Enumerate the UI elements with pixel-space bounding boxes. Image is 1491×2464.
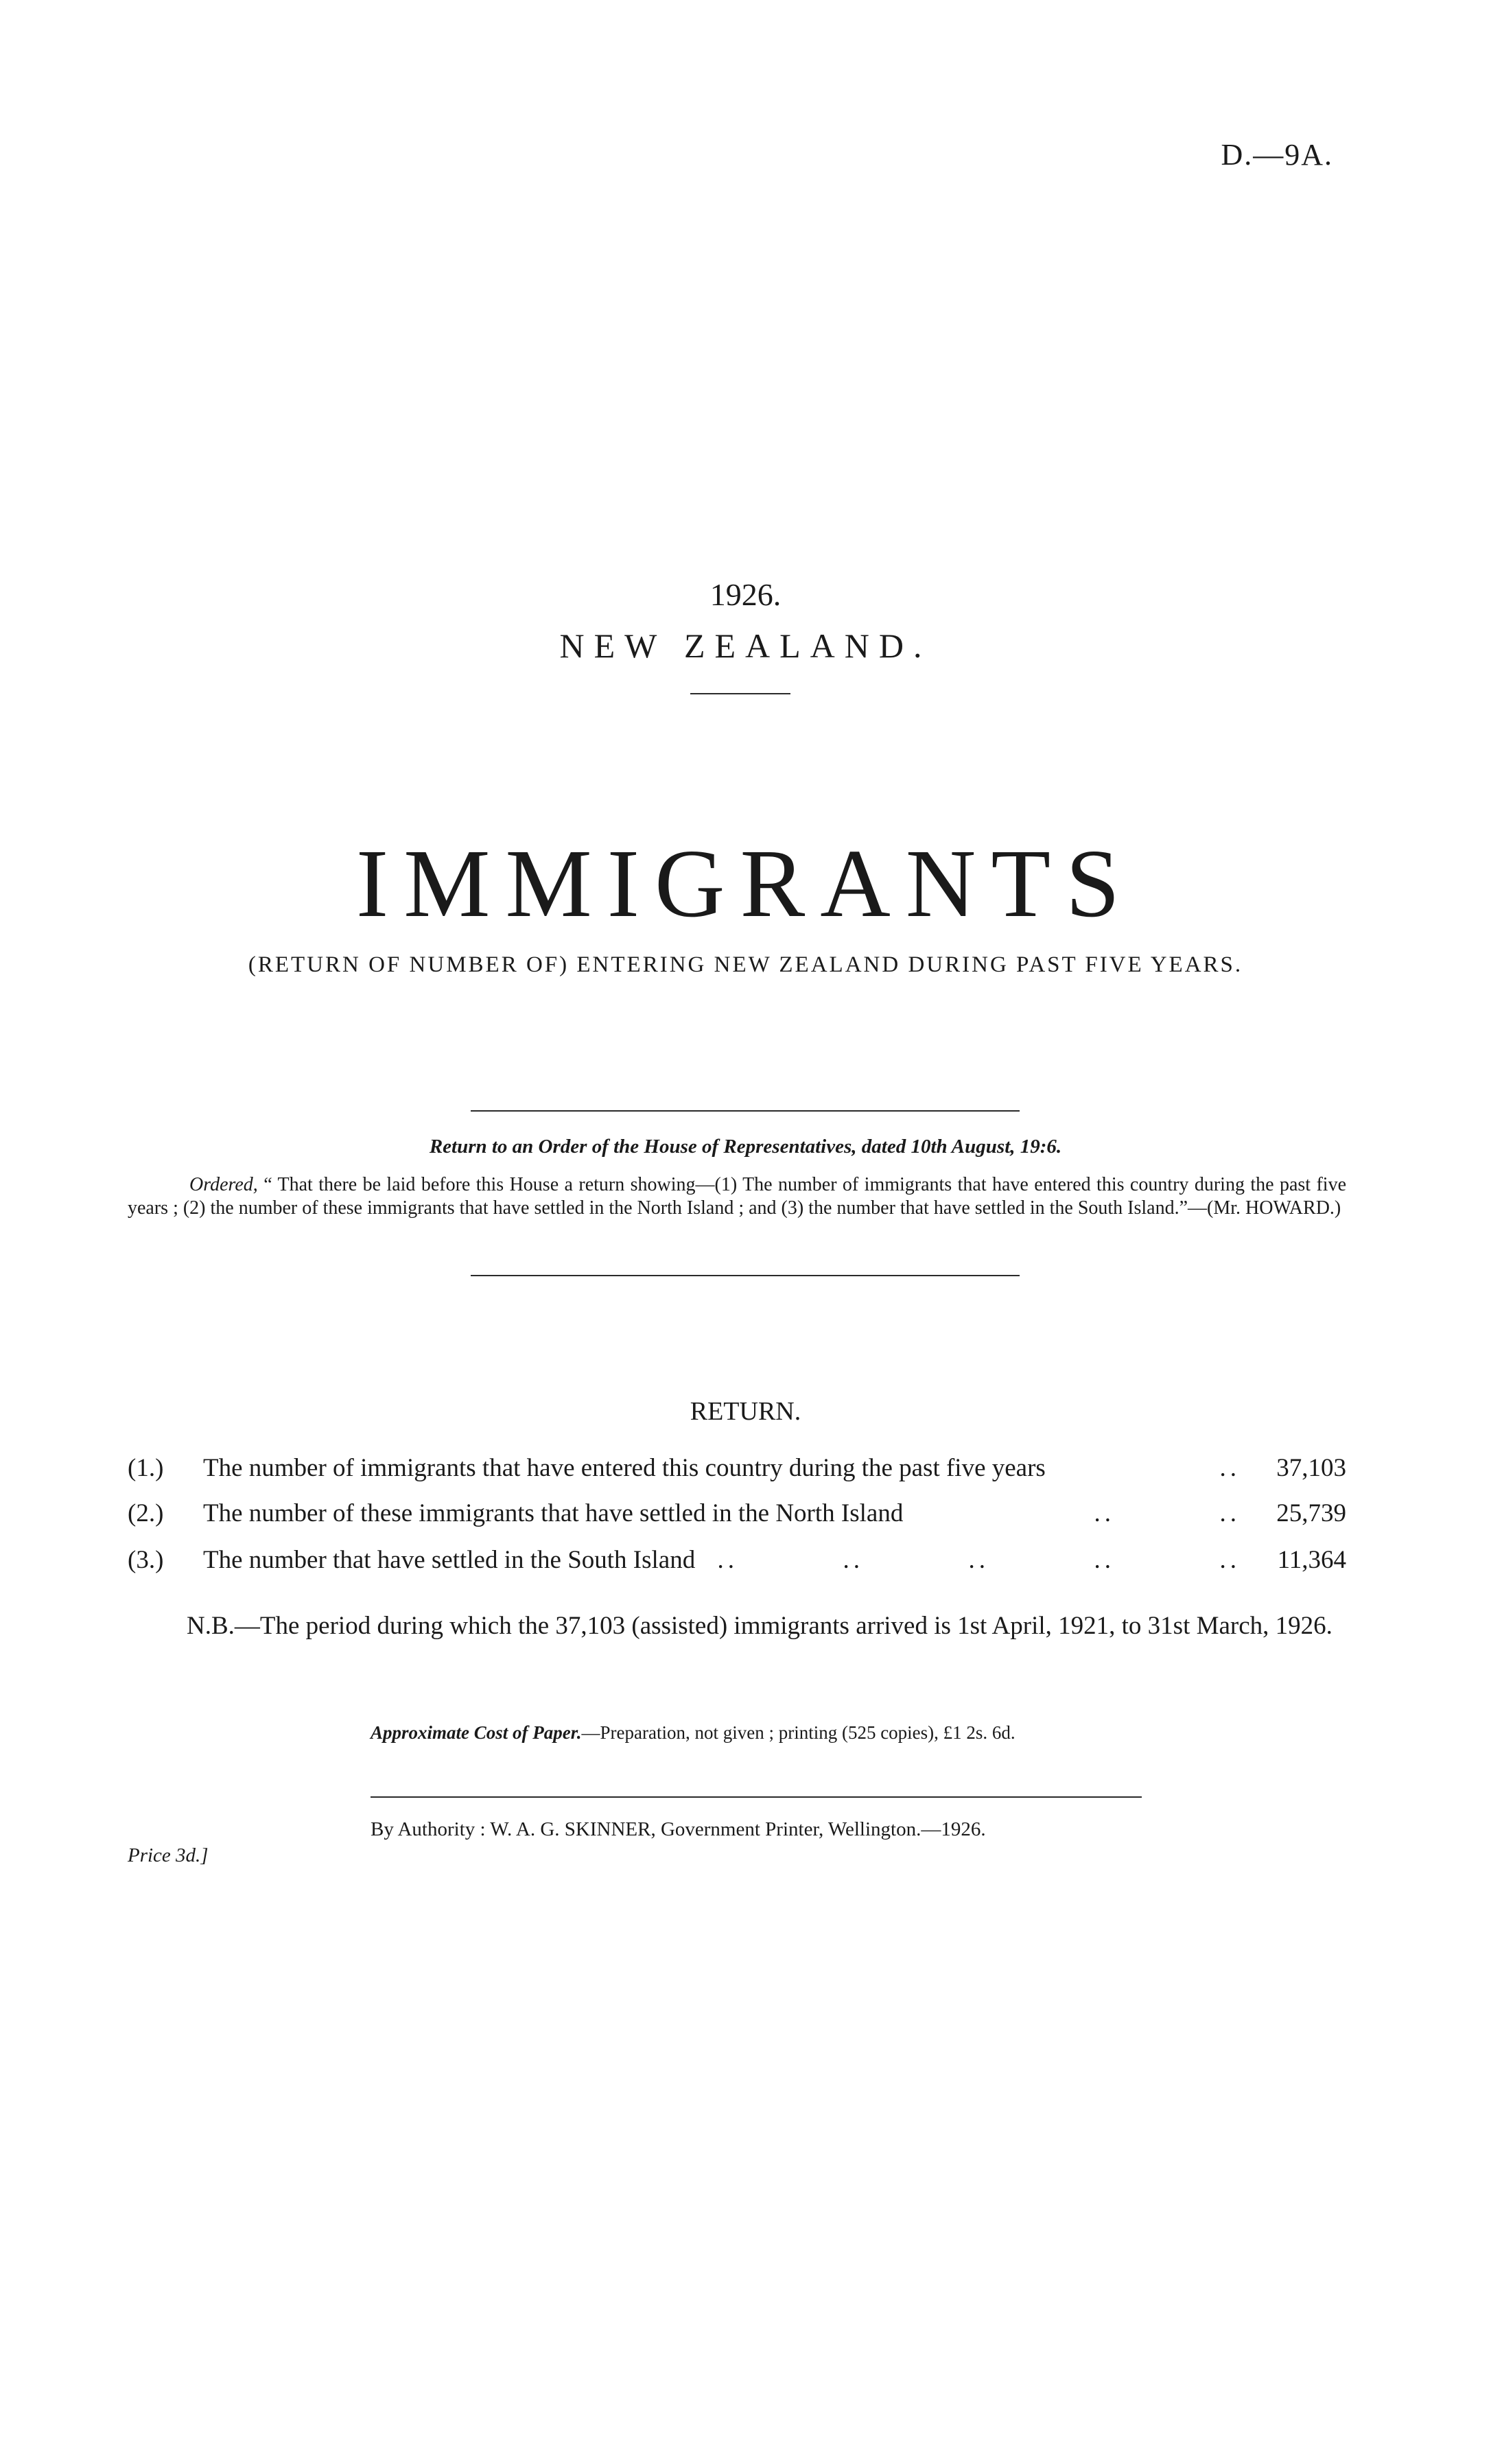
row-leader: .. (1219, 1454, 1241, 1482)
cost-text: —Preparation, not given ; printing (525 copies), £1 2s. 6d. (581, 1722, 1015, 1743)
row-text: The number of these immigrants that have settled in the North Island (203, 1499, 904, 1527)
publication-year: 1926. (709, 577, 782, 612)
row-number: (2.) (128, 1499, 164, 1527)
order-text (128, 1173, 1346, 1220)
document-reference: D.—9A. (1221, 138, 1333, 172)
divider (690, 693, 790, 694)
paper-cost (371, 1722, 1015, 1744)
row-leader: .. .. .. .. .. (717, 1546, 1241, 1574)
row-number: (3.) (128, 1546, 164, 1574)
document-subtitle: (RETURN OF NUMBER OF) ENTERING NEW ZEALAND DURING PAST FIVE YEARS. (248, 952, 1243, 977)
row-value: 25,739 (1276, 1499, 1346, 1527)
return-row (128, 1545, 1346, 1580)
row-leader: .. .. (1094, 1499, 1241, 1527)
price: Price 3d.] (128, 1844, 209, 1866)
return-row (128, 1499, 1346, 1533)
return-row (128, 1453, 1346, 1488)
order-heading: Return to an Order of the House of Representatives, dated 10th August, 19:6. (429, 1136, 1062, 1158)
printer-authority: By Authority : W. A. G. SKINNER, Government Printer, Wellington.—1926. (371, 1818, 986, 1840)
ordered-body: “ That there be laid before this House a return showing—(1) The number of immigrants that have entered this country during the past five years ; (2) the number of these immigrants that have settled in the North Island ; and (3) the number that have settled in the South Island.”—(Mr. HOWARD.) (128, 1174, 1346, 1219)
period-note: N.B.—The period during which the 37,103 (assisted) immigrants arrived is 1st April, 1921, to 31st March, 1926. (187, 1612, 1332, 1640)
row-value: 11,364 (1277, 1546, 1346, 1574)
document-title: IMMIGRANTS (355, 829, 1136, 937)
ordered-label: Ordered, (189, 1174, 258, 1195)
divider (471, 1110, 1020, 1112)
row-text: The number that have settled in the South Island (203, 1546, 696, 1574)
divider (371, 1796, 1142, 1798)
divider (471, 1275, 1020, 1276)
return-heading: RETURN. (690, 1397, 801, 1426)
cost-label: Approximate Cost of Paper. (371, 1722, 582, 1743)
row-number: (1.) (128, 1454, 164, 1482)
country-heading: NEW ZEALAND. (559, 626, 932, 665)
row-text: The number of immigrants that have entered this country during the past five years (203, 1454, 1046, 1482)
row-value: 37,103 (1276, 1454, 1346, 1482)
